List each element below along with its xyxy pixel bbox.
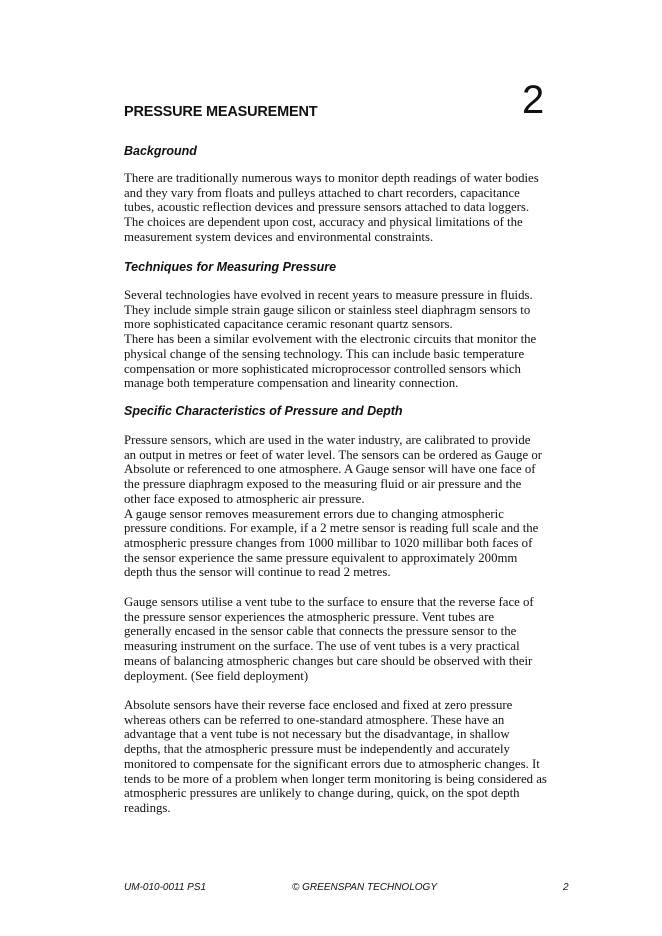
- text-line: A gauge sensor removes measurement errors due to changing atmospheric: [124, 506, 504, 521]
- text-line: generally encased in the sensor cable that connects the pressure sensor to the: [124, 624, 517, 639]
- text-line: advantage that a vent tube is not necessary but the disadvantage, in shallow: [124, 727, 510, 742]
- text-line: Gauge sensors utilise a vent tube to the surface to ensure that the reverse face of: [124, 595, 534, 609]
- text-line: atmospheric pressure changes from 1000 millibar to 1020 millibar both faces of: [124, 535, 533, 550]
- text-line: whereas others can be referred to one-standard atmosphere. These have an: [124, 712, 505, 727]
- paragraph-characteristics-1: [124, 433, 590, 580]
- text-line: measurement system devices and environmental constraints.: [124, 229, 434, 244]
- paragraph-characteristics-3: [124, 698, 590, 816]
- footer-page-number: 2: [563, 882, 569, 893]
- chapter-number: 2: [522, 78, 545, 122]
- text-line: the pressure diaphragm exposed to the measuring fluid or air pressure and the: [124, 477, 522, 492]
- text-line: Pressure sensors, which are used in the water industry, are calibrated to provide: [124, 433, 531, 447]
- text-line: The choices are dependent upon cost, accuracy and physical limitations of the: [124, 215, 523, 230]
- text-line: depth thus the sensor will continue to read 2 metres.: [124, 565, 391, 580]
- section-heading-techniques: Techniques for Measuring Pressure: [124, 260, 337, 274]
- text-line: Several technologies have evolved in recent years to measure pressure in fluids.: [124, 288, 533, 302]
- paragraph-techniques: [124, 288, 590, 391]
- text-line: compensation or more sophisticated microprocessor controlled sensors which: [124, 361, 521, 376]
- text-line: pressure conditions. For example, if a 2 metre sensor is reading full scale and the: [124, 521, 539, 536]
- text-line: the pressure sensor experiences the atmospheric pressure. Vent tubes are: [124, 609, 495, 624]
- text-line: more sophisticated capacitance ceramic resonant quartz sensors.: [124, 317, 453, 332]
- paragraph-background: [124, 171, 590, 245]
- text-line: atmospheric pressures are unlikely to change during, quick, on the spot depth: [124, 786, 520, 801]
- text-line: and they vary from floats and pulleys attached to chart recorders, capacitance: [124, 185, 520, 200]
- section-heading-background: Background: [124, 144, 197, 158]
- text-line: other face exposed to atmospheric air pressure.: [124, 491, 365, 506]
- text-line: monitored to compensate for the significant errors due to atmospheric changes. It: [124, 756, 540, 771]
- text-line: readings.: [124, 800, 171, 815]
- chapter-title: PRESSURE MEASUREMENT: [124, 104, 318, 120]
- text-line: an output in metres or feet of water level. The sensors can be ordered as Gauge or: [124, 447, 542, 462]
- text-line: means of balancing atmospheric changes but care should be observed with their: [124, 653, 533, 668]
- footer-copyright: © GREENSPAN TECHNOLOGY: [292, 882, 437, 893]
- text-line: tubes, acoustic reflection devices and pressure sensors attached to data loggers.: [124, 200, 530, 215]
- text-line: There are traditionally numerous ways to monitor depth readings of water bodies: [124, 171, 539, 185]
- text-line: depths, that the atmospheric pressure must be independently and accurately: [124, 742, 510, 757]
- text-line: the sensor experience the same pressure equivalent to approximately 200mm: [124, 550, 518, 565]
- footer-doc-id: UM-010-0011 PS1: [124, 882, 207, 893]
- text-line: manage both temperature compensation and linearity connection.: [124, 376, 459, 391]
- text-line: There has been a similar evolvement with the electronic circuits that monitor the: [124, 332, 537, 347]
- text-line: physical change of the sensing technology. This can include basic temperature: [124, 346, 525, 361]
- text-line: deployment. (See field deployment): [124, 668, 309, 683]
- text-line: Absolute or referenced to one atmosphere. A Gauge sensor will have one face of: [124, 462, 536, 477]
- paragraph-characteristics-2: [124, 595, 590, 683]
- text-line: Absolute sensors have their reverse face enclosed and fixed at zero pressure: [124, 698, 513, 712]
- text-line: measuring instrument on the surface. The use of vent tubes is a very practical: [124, 639, 520, 654]
- text-line: tends to be more of a problem when longer term monitoring is being considered as: [124, 771, 547, 786]
- text-line: They include simple strain gauge silicon or stainless steel diaphragm sensors to: [124, 302, 531, 317]
- section-heading-characteristics: Specific Characteristics of Pressure and Depth: [124, 404, 403, 418]
